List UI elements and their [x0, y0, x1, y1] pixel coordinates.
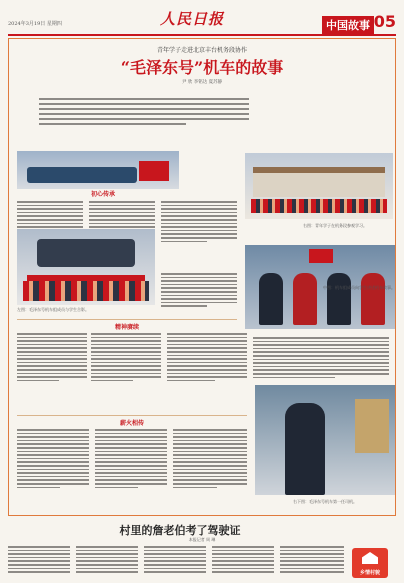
bottom-article-title: 村里的詹老伯考了驾驶证 — [119, 524, 241, 537]
photo-locomotive — [17, 151, 179, 189]
caption-top-right: 右图：青年学子在机务段参观学习。 — [303, 223, 367, 228]
photo-group-at-depot — [245, 153, 393, 219]
masthead — [8, 6, 396, 36]
issue-date: 2024年3月19日 星期四 — [8, 21, 62, 27]
section-heading-3: 薪火相传 — [119, 420, 144, 427]
section-heading-1: 初心传承 — [90, 191, 115, 198]
section-heading-2: 精神赓续 — [114, 324, 139, 331]
article-kicker: 青年学子走进北京丰台机务段协作 — [156, 47, 247, 54]
text-column — [76, 544, 138, 575]
text-column — [17, 331, 87, 383]
text-column — [161, 271, 237, 309]
photo-first-driver — [255, 385, 395, 495]
text-column — [173, 427, 247, 490]
text-column — [95, 427, 167, 490]
text-column — [161, 199, 237, 244]
section-label: 中国故事 — [322, 16, 374, 34]
text-column — [253, 335, 389, 380]
lead-paragraph — [39, 95, 249, 145]
newspaper-logo: 人民日报 — [160, 10, 225, 28]
page-number: 05 — [373, 12, 396, 31]
text-column — [167, 331, 247, 383]
text-column — [280, 544, 344, 575]
text-column — [91, 331, 161, 383]
badge-label: 乡情村貌 — [359, 570, 380, 576]
article-byline: 尹 欣 李铭达 夏苏静 — [181, 80, 223, 85]
text-column — [144, 544, 206, 575]
text-column — [17, 427, 89, 490]
photo-team-with-banner — [17, 229, 155, 305]
caption-meeting: 中图：机车组成员向学生讲述机车故事。 — [323, 285, 395, 290]
bottom-article-byline: 本报记者 周 琳 — [188, 537, 216, 542]
article-headline: “毛泽东号”机车的故事 — [120, 58, 284, 77]
text-column — [212, 544, 274, 575]
house-icon — [362, 552, 378, 564]
column-badge — [352, 548, 388, 578]
text-column — [8, 544, 70, 575]
caption-first-driver: 右下图：毛泽东号机车第一任司机。 — [293, 499, 357, 504]
feature-frame — [8, 38, 396, 516]
caption-team-photo: 左图：毛泽东号机车组成员与学生合影。 — [17, 307, 89, 312]
